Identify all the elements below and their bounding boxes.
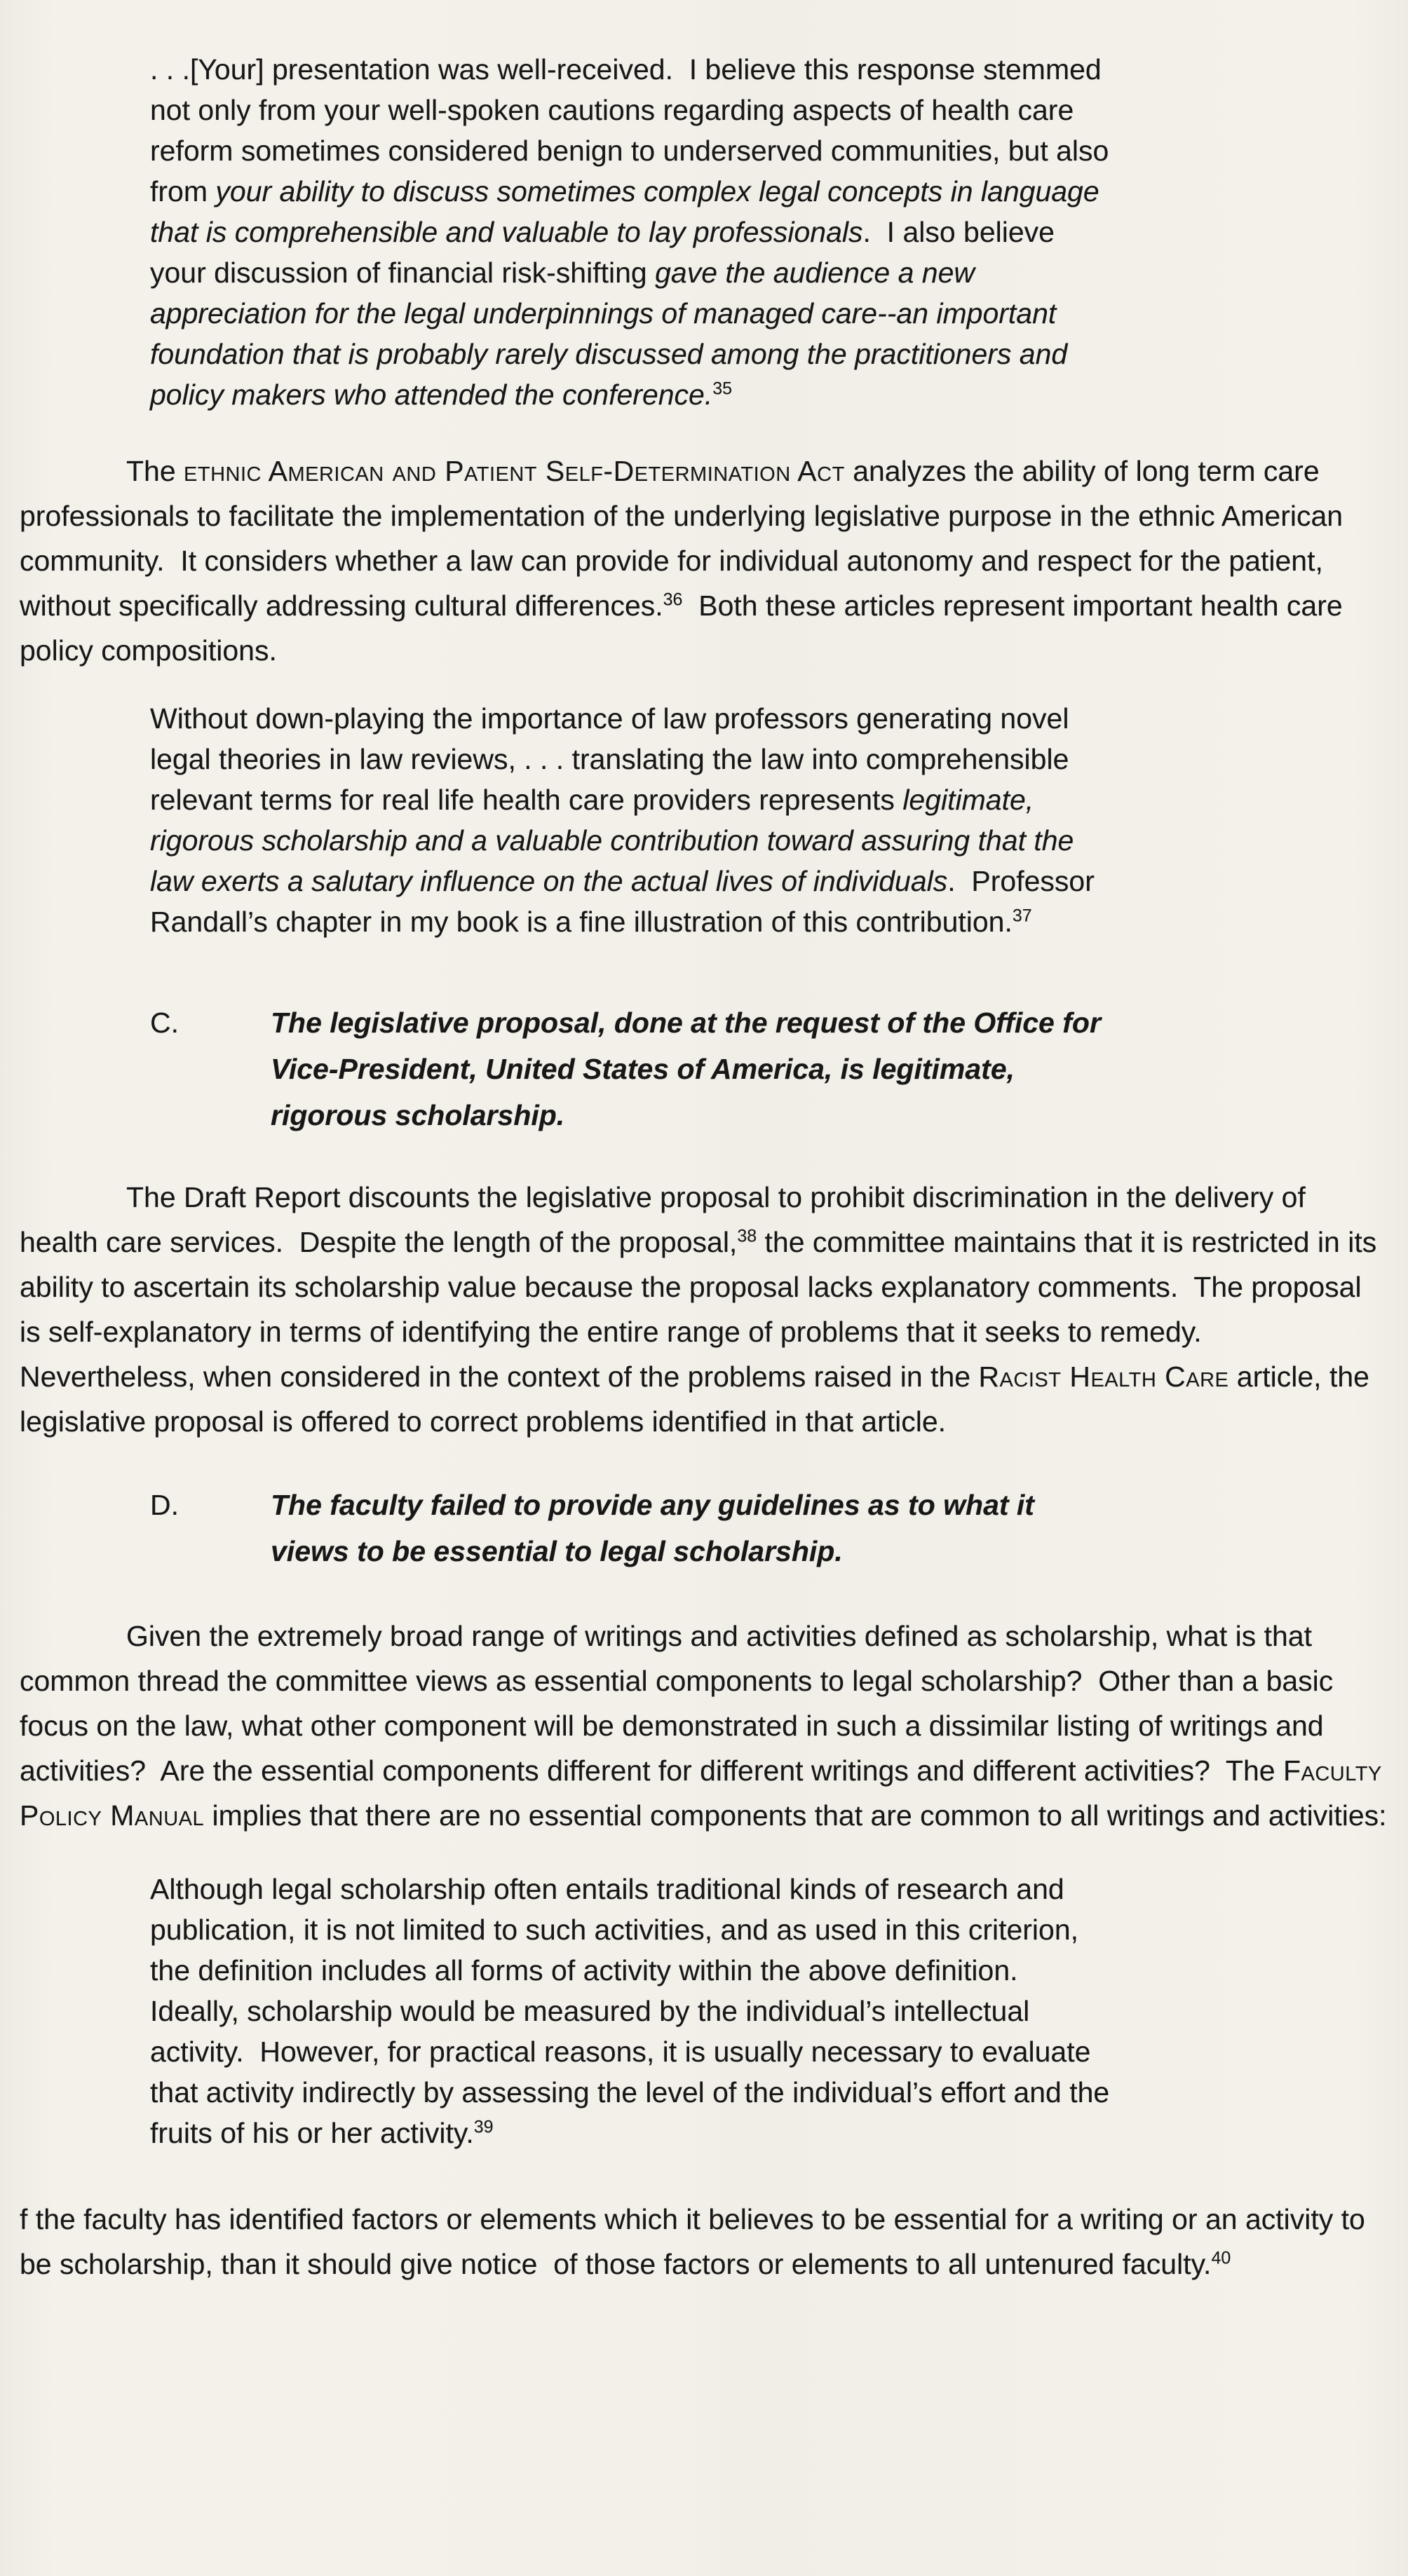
paragraph-given-broad-range: [20, 1614, 1390, 1838]
text-run: your ability to discuss sometimes complex legal concepts in language that is comprehensible and valuable to lay professionals: [150, 175, 1108, 248]
text-run: the committee maintains that it is restricted in its ability to ascertain its scholarship value because the proposal lacks explanatory comments. The proposal is self-explanatory in terms of identifying the entire range of problems that it seeks to remedy. Nevertheless, when considered in the context of the problems raised in the: [20, 1226, 1385, 1393]
heading-c-label: C.: [150, 1007, 179, 1039]
footnote-reference: 36: [663, 590, 683, 610]
text-run: Racist Health Care: [978, 1361, 1229, 1393]
footnote-reference: 37: [1012, 906, 1032, 926]
block-quote-faculty-policy-manual: [150, 1869, 1118, 2153]
text-run: The legislative proposal, done at the request of the Office for Vice-President, United States of America, is legitimate, rigorous scholarship.: [271, 1007, 1109, 1131]
heading-c-text: [271, 1000, 1109, 1138]
text-run: f the faculty has identified factors or elements which it believes to be essential for a writing or an activity to be scholarship, than it should give notice of those factors or elements to all untenured faculty.: [20, 2203, 1374, 2280]
heading-d-label: D.: [150, 1489, 179, 1521]
paragraph-faculty-notice: [20, 2197, 1387, 2287]
text-run: The: [126, 455, 184, 487]
text-run: Given the extremely broad range of writings and activities defined as scholarship, what is that common thread the committee views as essential components to legal scholarship? Other than a basic focus on the law, what other component will be demonstrated in such a dissimilar listing of writings and activities? Are the essential components different for different writings and different activities? The: [20, 1620, 1341, 1787]
text-run: Although legal scholarship often entails traditional kinds of research and publication, it is not limited to such activities, and as used in this criterion, the definition includes all forms of activity within the above definition. Ideally, scholarship would be measured by the individual’s intellectual activity. However, for practical reasons, it is usually necessary to evaluate that activity indirectly by assessing the level of the individual’s effort and the fruits of his or her activity.: [150, 1873, 1118, 2149]
text-run: legitimate, rigorous scholarship and a valuable contribution toward assuring that the law exerts a salutary influence on the actual lives of individuals: [150, 784, 1082, 897]
text-run: Both these articles represent important health care policy compositions.: [20, 590, 1351, 667]
text-run: implies that there are no essential components that are common to all writings and activities:: [204, 1799, 1387, 1832]
block-quote-downplaying: [150, 698, 1118, 942]
heading-d: [150, 1482, 1388, 1574]
text-run: The faculty failed to provide any guidelines as to what it views to be essential to legal scholarship.: [271, 1489, 1043, 1567]
text-run: Faculty Policy Manual: [20, 1754, 1390, 1832]
text-run: Without down-playing the importance of law professors generating novel legal theories in law reviews, . . . translating the law into comprehensible relevant terms for real life health care providers represents: [150, 702, 1077, 816]
text-run: . I also believe your discussion of financial risk-shifting: [150, 216, 1063, 289]
paragraph-draft-report: [20, 1175, 1387, 1444]
heading-d-text: [271, 1482, 1105, 1574]
heading-c: [150, 1000, 1388, 1138]
paragraph-ethnic-act: [20, 449, 1387, 673]
footnote-reference: 38: [737, 1226, 757, 1246]
text-run: analyzes the ability of long term care professionals to facilitate the implementation of the underlying legislative purpose in the ethnic American community. It considers whether a law can provide for individual autonomy and respect for the patient, without specifically addressing cultural differences.: [20, 455, 1351, 622]
text-run: gave the audience a new appreciation for the legal underpinnings of managed care--an important foundation that is probably rarely discussed among the practitioners and policy makers who attended the conference.: [150, 257, 1076, 411]
text-run: The Draft Report discounts the legislative proposal to prohibit discrimination in the delivery of health care services. Despite the length of the proposal,: [20, 1181, 1314, 1258]
footnote-reference: 40: [1211, 2248, 1231, 2268]
text-run: article, the legislative proposal is offered to correct problems identified in that article.: [20, 1361, 1378, 1438]
footnote-reference: 35: [712, 379, 733, 399]
text-run: . Professor Randall’s chapter in my book is a fine illustration of this contribution.: [150, 865, 1103, 938]
footnote-reference: 39: [473, 2117, 494, 2137]
block-quote-presentation: [150, 49, 1118, 415]
text-run: ethnic American and Patient Self-Determination Act: [184, 455, 845, 487]
text-run: . . .[Your] presentation was well-received. I believe this response stemmed not only from your well-spoken cautions regarding aspects of health care reform sometimes considered benign to underserved communities, but also from: [150, 53, 1117, 207]
